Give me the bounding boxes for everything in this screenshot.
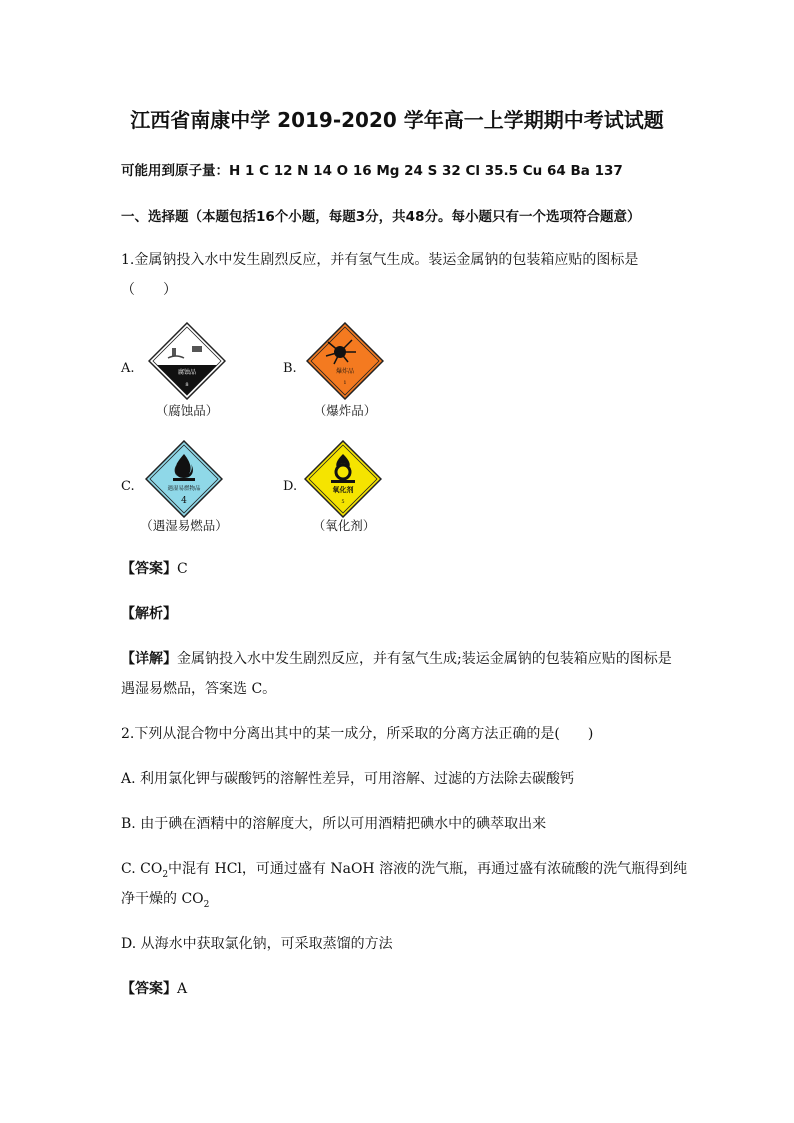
- question-2-stem: 2.下列从混合物中分离出其中的某一成分，所采取的分离方法正确的是( ): [121, 726, 594, 742]
- oxidizer-icon: [304, 440, 382, 518]
- flame-icon: [145, 440, 223, 518]
- question-1-answer: [121, 558, 188, 578]
- option-c-text-2: 净干燥的 CO: [121, 891, 204, 907]
- section-heading: 一、选择题（本题包括16个小题，每题3分，共48分。每小题只有一个选项符合题意）: [121, 209, 641, 225]
- detail-label: 【详解】: [121, 651, 177, 667]
- option-c-caption: （遇湿易燃品）: [140, 518, 228, 533]
- question-2-option-a: A. 利用氯化钾与碳酸钙的溶解性差异，可用溶解、过滤的方法除去碳酸钙: [121, 771, 575, 787]
- option-c-text: 中混有 HCl，可通过盛有 NaOH 溶液的洗气瓶，再通过盛有浓硫酸的洗气瓶得到纯: [168, 861, 688, 877]
- option-c-subscript-2: 2: [203, 899, 210, 910]
- detail-text: 金属钠投入水中发生剧烈反应，并有氢气生成;装运金属钠的包装箱应贴的图标是: [177, 651, 672, 667]
- question-2-option-b: B. 由于碘在酒精中的溶解度大，所以可用酒精把碘水中的碘萃取出来: [121, 816, 547, 832]
- question-2-option-d: D. 从海水中获取氯化钠，可采取蒸馏的方法: [121, 936, 393, 952]
- page-title: 江西省南康中学 2019-2020 学年高一上学期期中考试试题: [130, 108, 664, 132]
- sign-c-number: 4: [181, 496, 187, 506]
- option-c-letter: C.: [121, 479, 135, 494]
- explosion-icon: [306, 322, 384, 400]
- atomic-masses-line: 可能用到原子量：H 1 C 12 N 14 O 16 Mg 24 S 32 Cl 35.5 Cu 64 Ba 137: [121, 163, 623, 179]
- sign-d-number: 5: [341, 499, 345, 505]
- option-c-subscript: 2: [162, 869, 169, 880]
- sign-c-text: 遇湿易燃物品: [167, 486, 201, 492]
- sign-a-number: 8: [185, 382, 189, 388]
- answer-value: C: [177, 561, 188, 577]
- option-a-caption: （腐蚀品）: [155, 403, 219, 418]
- detail-line-2: 遇湿易燃品，答案选 C。: [121, 681, 277, 697]
- sign-b-text: 爆炸品: [335, 368, 355, 375]
- analysis-label: 【解析】: [121, 606, 177, 622]
- option-c-formula: C. CO: [121, 861, 163, 877]
- corrosive-icon: [148, 322, 226, 400]
- question-1-stem: 1.金属钠投入水中发生剧烈反应，并有氢气生成。装运金属钠的包装箱应贴的图标是: [121, 252, 639, 268]
- option-a-letter: A.: [121, 361, 135, 376]
- question-2-answer: [121, 978, 187, 998]
- sign-b-number: 1: [343, 380, 347, 386]
- option-d-letter: D.: [283, 479, 298, 494]
- option-b-letter: B.: [283, 361, 297, 376]
- option-b-caption: （爆炸品）: [313, 403, 377, 418]
- sign-d-text: 氧化剂: [332, 485, 354, 494]
- answer-label: 【答案】: [121, 561, 177, 577]
- answer-2-label: 【答案】: [121, 981, 177, 997]
- sign-a-text: 腐蚀品: [177, 369, 197, 376]
- question-2-option-c-line-1: [121, 858, 687, 880]
- answer-2-value: A: [177, 981, 188, 997]
- option-d-caption: （氧化剂）: [312, 518, 376, 533]
- question-1-blank: （ ）: [121, 282, 177, 298]
- question-2-option-c-line-2: [121, 888, 209, 910]
- detail-line-1: [121, 648, 672, 668]
